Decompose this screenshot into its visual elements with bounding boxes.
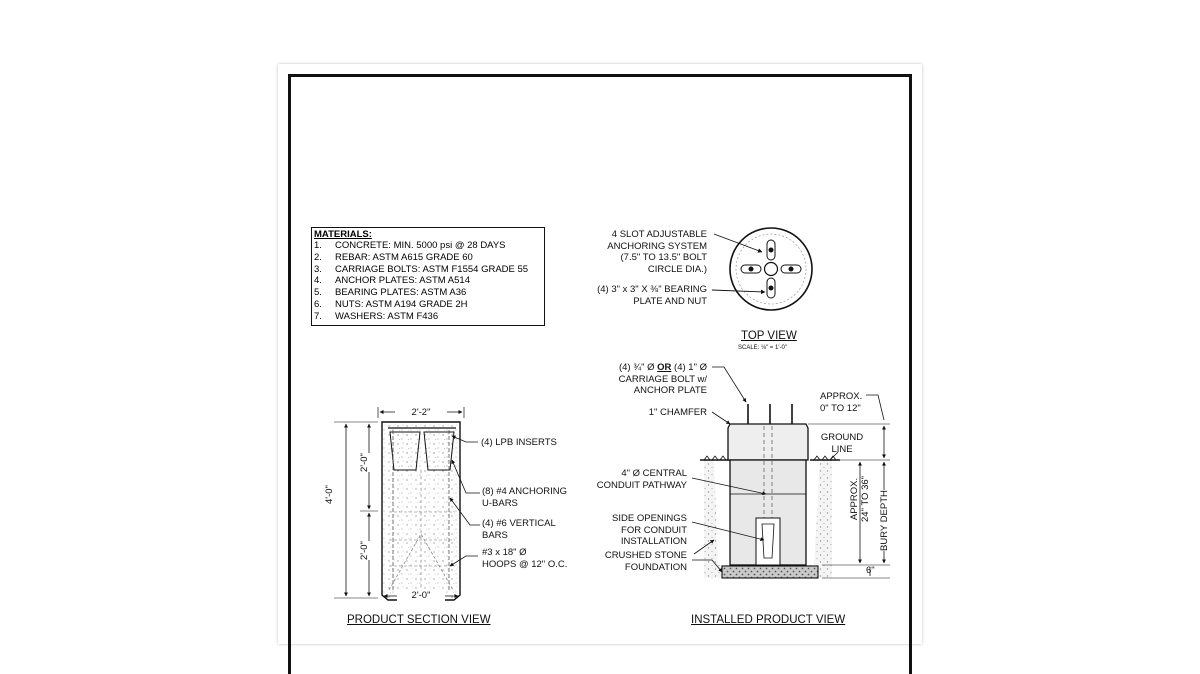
slot-label: 4 SLOT ADJUSTABLE ANCHORING SYSTEM (7.5" TO 13.5" BOLT CIRCLE DIA.) — [607, 229, 707, 275]
dim-top-width: 2'-2" — [395, 407, 447, 419]
conduit-label: 4" Ø CENTRAL CONDUIT PATHWAY — [596, 468, 687, 491]
anchoring-ubars-label: (8) #4 ANCHORING U-BARS — [482, 486, 567, 509]
dim-upper-height: 2'-0" — [359, 453, 370, 472]
section-view-drawing — [334, 407, 480, 602]
carriage-bolt-label: (4) ¾" Ø OR (4) 1" Ø CARRIAGE BOLT w/ ANCHOR PLATE — [618, 362, 707, 396]
materials-item: 3. CARRIAGE BOLTS: ASTM F1554 GRADE 55 — [314, 263, 529, 275]
materials-item: 7. WASHERS: ASTM F436 — [314, 310, 439, 322]
chamfer-label: 1" CHAMFER — [648, 407, 707, 418]
lpb-inserts-label: (4) LPB INSERTS — [481, 437, 557, 448]
dim-bottom-width: 2'-0" — [397, 590, 445, 602]
installed-view-title: INSTALLED PRODUCT VIEW — [691, 614, 846, 626]
bury-depth-label: BURY DEPTH — [879, 490, 890, 551]
top-view-drawing — [712, 228, 812, 310]
materials-item: 4. ANCHOR PLATES: ASTM A514 — [314, 275, 470, 287]
materials-item: 5. BEARING PLATES: ASTM A36 — [314, 287, 467, 299]
hoops-label: #3 x 18" Ø HOOPS @ 12" O.C. — [482, 547, 568, 570]
six-inch-label: 6" — [866, 565, 875, 576]
approx-depth-label: APPROX. 24" TO 36" — [849, 475, 871, 522]
top-view-scale: SCALE: ⅛" = 1'-0" — [738, 345, 787, 351]
materials-item: 1. CONCRETE: MIN. 5000 psi @ 28 DAYS — [314, 240, 506, 251]
top-view-title: TOP VIEW — [741, 330, 797, 342]
materials-item: 2. REBAR: ASTM A615 GRADE 60 — [314, 251, 473, 263]
approx-top-label: APPROX. 0" TO 12" — [820, 391, 863, 414]
ground-line-label: GROUND LINE — [820, 432, 864, 455]
bearing-plate-label: (4) 3" x 3" X ⅜" BEARING PLATE AND NUT — [597, 284, 707, 307]
crushed-stone-label: CRUSHED STONE FOUNDATION — [604, 550, 687, 573]
materials-item: 6. NUTS: ASTM A194 GRADE 2H — [314, 298, 468, 310]
section-view-title: PRODUCT SECTION VIEW — [347, 614, 491, 626]
dim-lower-height: 2'-0" — [359, 541, 370, 560]
materials-heading: MATERIALS: — [314, 229, 372, 240]
dim-total-height: 4'-0" — [324, 485, 335, 504]
vertical-bars-label: (4) #6 VERTICAL BARS — [482, 518, 556, 541]
side-openings-label: SIDE OPENINGS FOR CONDUIT INSTALLATION — [612, 513, 687, 547]
